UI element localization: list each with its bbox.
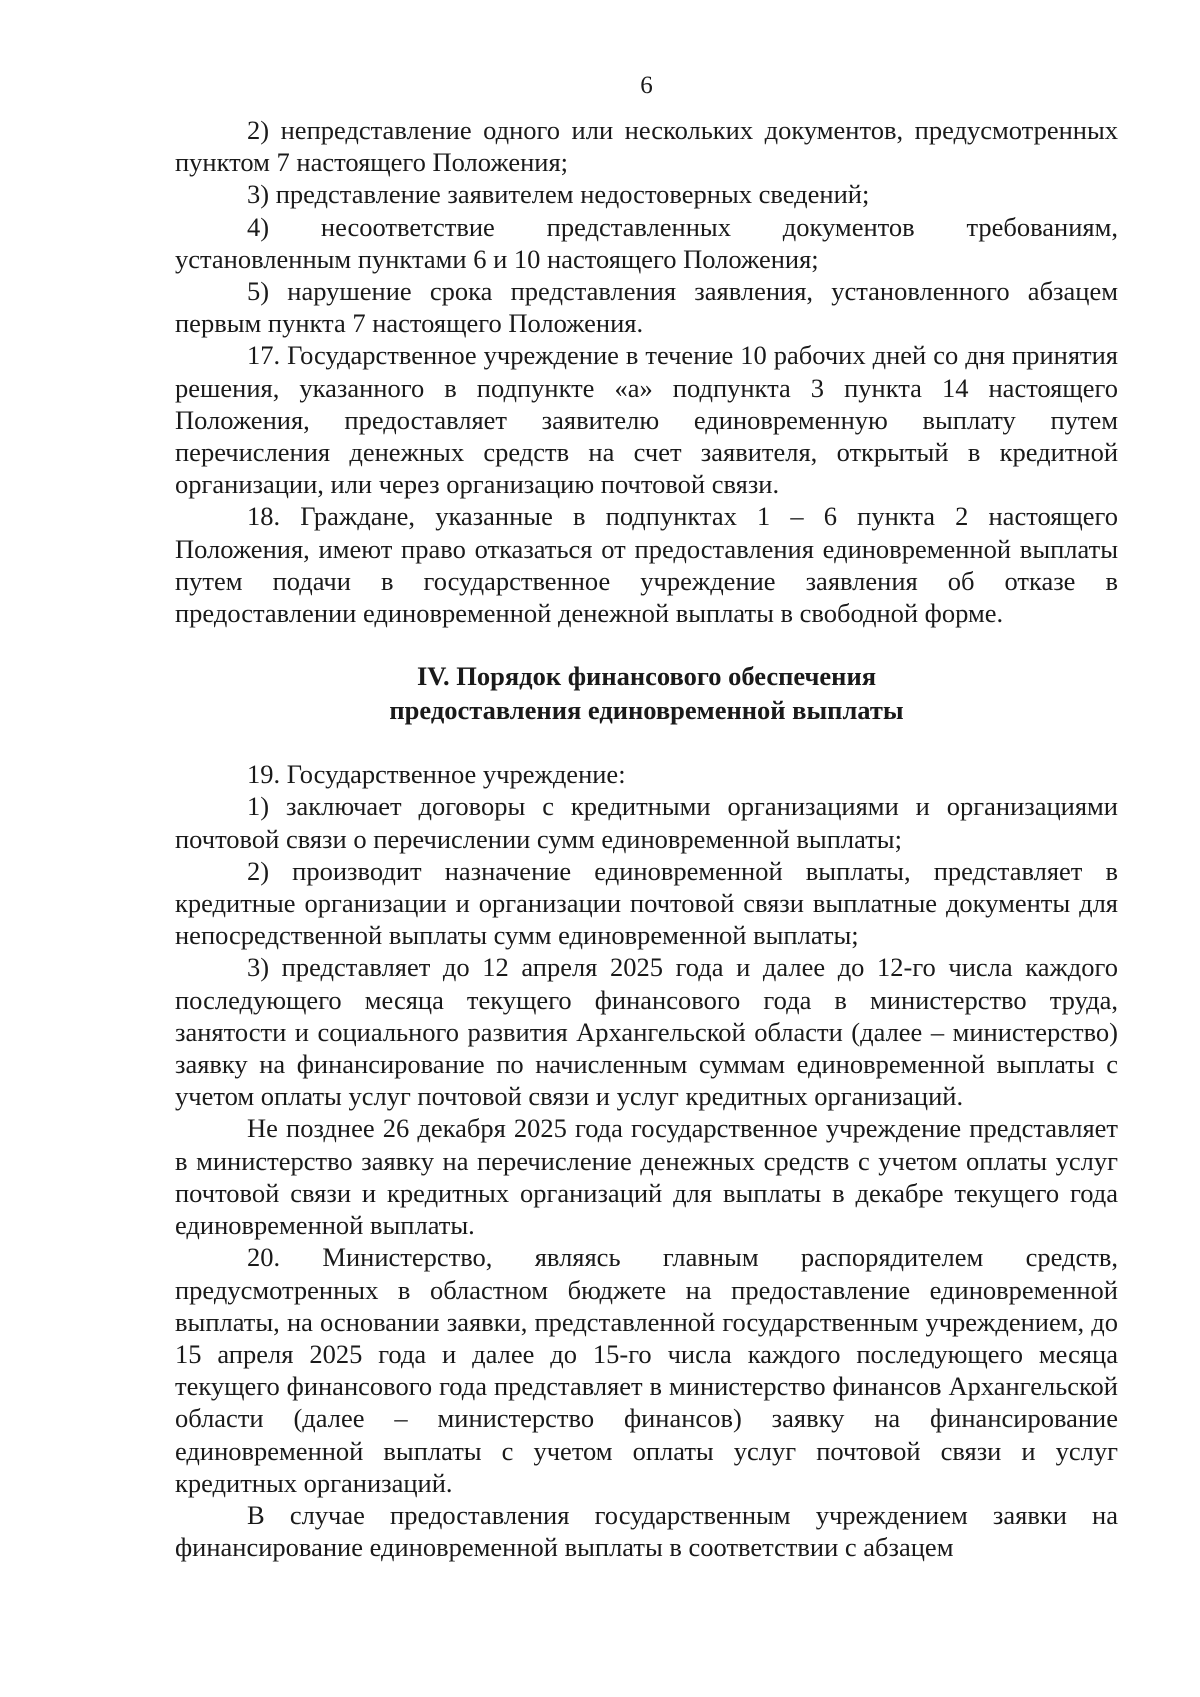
- clause-19-item-1: 1) заключает договоры с кредитными организациями и организациями почтовой связи о перечислении сумм единовременной выплаты;: [175, 791, 1118, 854]
- section-heading-line-1: IV. Порядок финансового обеспечения: [416, 661, 877, 692]
- clause-19-item-3: 3) представляет до 12 апреля 2025 года и далее до 12-го числа каждого последующего месяца текущего финансового года в министерство труда, занятости и социального развития Архангельской области (далее – министерство) заявку на финансирование по начисленным суммам единовременной выплаты с учетом оплаты услуг почтовой связи и услуг кредитных организаций.: [175, 952, 1118, 1112]
- list-item-3: 3) представление заявителем недостоверных сведений;: [247, 179, 870, 210]
- paragraphs-after-section: [175, 758, 1118, 1563]
- list-item-5: 5) нарушение срока представления заявления, установленного абзацем первым пункта 7 настоящего Положения.: [175, 276, 1118, 339]
- clause-19: 19. Государственное учреждение:: [247, 759, 626, 790]
- document-page: [175, 60, 1118, 1563]
- clause-18: 18. Граждане, указанные в подпунктах 1 – 6 пункта 2 настоящего Положения, имеют право отказаться от предоставления единовременной выплаты путем подачи в государственное учреждение заявления об отказе в предоставлении единовременной денежной выплаты в свободной форме.: [175, 501, 1118, 629]
- list-item-4: 4) несоответствие представленных документов требованиям, установленным пунктами 6 и 10 настоящего Положения;: [175, 211, 1118, 274]
- paragraphs-before-section: [175, 114, 1118, 629]
- clause-17: 17. Государственное учреждение в течение 10 рабочих дней со дня принятия решения, указанного в подпункте «а» подпункта 3 пункта 14 настоящего Положения, предоставляет заявителю единовременную выплату путем перечисления денежных средств на счет заявителя, открытый в кредитной организации, или через организацию почтовой связи.: [175, 340, 1118, 500]
- clause-19-item-2: 2) производит назначение единовременной выплаты, представляет в кредитные организации и организации почтовой связи выплатные документы для непосредственной выплаты сумм единовременной выплаты;: [175, 855, 1118, 951]
- clause-20: 20. Министерство, являясь главным распорядителем средств, предусмотренных в областном бюджете на предоставление единовременной выплаты, на основании заявки, представленной государственным учреждением, до 15 апреля 2025 года и далее до 15-го числа каждого последующего месяца текущего финансового года представляет в министерство финансов Архангельской области (далее – министерство финансов) заявку на финансирование единовременной выплаты с учетом оплаты услуг почтовой связи и услуг кредитных организаций.: [175, 1242, 1118, 1498]
- december-deadline-paragraph: Не позднее 26 декабря 2025 года государственное учреждение представляет в министерство заявку на перечисление денежных средств с учетом оплаты услуг почтовой связи и кредитных организаций для выплаты в декабре текущего года единовременной выплаты.: [175, 1113, 1118, 1241]
- section-heading: [175, 659, 1118, 727]
- continuation-paragraph: В случае предоставления государственным учреждением заявки на финансирование единовременной выплаты в соответствии с абзацем: [175, 1499, 1118, 1563]
- page-number: 6: [640, 72, 653, 99]
- list-item-2: 2) непредставление одного или нескольких документов, предусмотренных пунктом 7 настоящего Положения;: [175, 115, 1118, 178]
- section-heading-line-2: предоставления единовременной выплаты: [389, 695, 904, 726]
